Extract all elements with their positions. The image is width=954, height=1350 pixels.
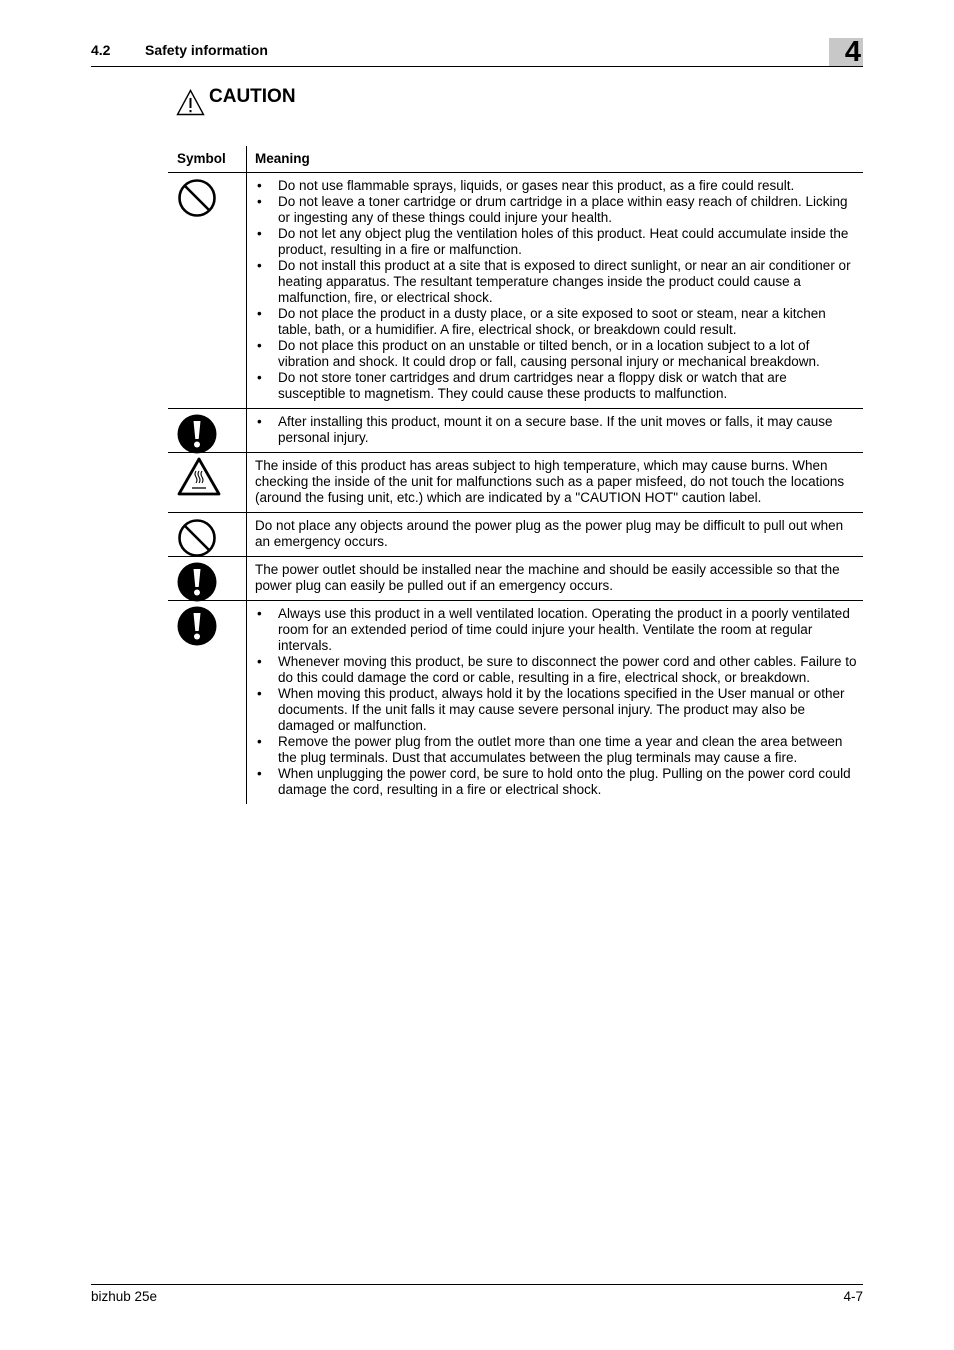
table-row (168, 453, 863, 513)
list-item: • Do not place this product on an unstable or tilted bench, or in a location subject to a lot of vibration and shock. It could drop or fall, causing personal injury or mechanical breakdown. (255, 338, 857, 370)
table-row (168, 409, 863, 453)
page-footer (91, 1284, 863, 1304)
table-header (168, 146, 863, 173)
list-item: • Do not use flammable sprays, liquids, or gases near this product, as a fire could result. (255, 178, 857, 194)
chapter-tab (829, 38, 863, 66)
symbol-cell (168, 601, 246, 804)
model-name: bizhub 25e (91, 1289, 158, 1304)
safety-table (168, 146, 863, 804)
meaning-cell (246, 173, 863, 408)
table-row (168, 557, 863, 601)
list-item: • Do not let any object plug the ventilation holes of this product. Heat could accumulate inside the product, resulting in a fire or malfunction. (255, 226, 857, 258)
section-title: Safety information (145, 42, 268, 58)
list-item: • When unplugging the power cord, be sure to hold onto the plug. Pulling on the power cord could damage the cord, resulting in a fire or electrical shock. (255, 766, 857, 798)
list-item: • Remove the power plug from the outlet more than one time a year and clean the area between the plug terminals. Dust that accumulates between the plug terminals may cause a fire. (255, 734, 857, 766)
meaning-cell (246, 557, 863, 600)
mandatory-action-icon (177, 606, 217, 646)
page-header (91, 38, 863, 67)
list-item: • Whenever moving this product, be sure to disconnect the power cord and other cables. Failure to do this could damage the cord or cable, resulting in a fire, electrical shock, or breakdown. (255, 654, 857, 686)
list-item: • Do not leave a toner cartridge or drum cartridge in a place within easy reach of children. Licking or ingesting any of these things could injure your health. (255, 194, 857, 226)
page-number: 4-7 (843, 1289, 863, 1304)
meaning-cell (246, 409, 863, 452)
symbol-cell (168, 409, 246, 452)
header-meaning: Meaning (255, 151, 310, 166)
meaning-cell (246, 453, 863, 512)
symbol-cell (168, 513, 246, 556)
mandatory-action-icon (177, 562, 217, 602)
table-row (168, 601, 863, 804)
warning-triangle-icon (176, 89, 205, 116)
meaning-cell (246, 601, 863, 804)
list-item: • Always use this product in a well ventilated location. Operating the product in a poorly ventilated room for an extended period of time could injure your health. Ventilate the room at regular intervals. (255, 606, 857, 654)
meaning-text: Do not place any objects around the power plug as the power plug may be difficult to pull out when an emergency occurs. (255, 518, 844, 549)
caution-label: CAUTION (209, 86, 296, 107)
table-row (168, 513, 863, 557)
list-item: • Do not store toner cartridges and drum cartridges near a floppy disk or watch that are susceptible to magnetism. They could cause these products to malfunction. (255, 370, 857, 402)
meaning-text: The power outlet should be installed near the machine and should be easily accessible so that the power plug can easily be pulled out if an emergency occurs. (255, 562, 840, 593)
mandatory-action-icon (177, 414, 217, 454)
chapter-number: 4 (844, 36, 861, 68)
list-item: • Do not install this product at a site that is exposed to direct sunlight, or near an air conditioner or heating apparatus. The resultant temperature changes inside the product could cause a malfunction, fire, or electrical shock. (255, 258, 857, 306)
symbol-cell (168, 557, 246, 600)
meaning-text: The inside of this product has areas subject to high temperature, which may cause burns. When checking the inside of the unit for malfunctions such as a paper misfeed, do not touch the locations (around the fusing unit, etc.) which are indicated by a "CAUTION HOT" caution label. (255, 458, 845, 505)
hot-surface-icon (177, 457, 221, 497)
list-item: • Do not place the product in a dusty place, or a site exposed to soot or steam, near a kitchen table, bath, or a humidifier. A fire, electrical shock, or breakdown could result. (255, 306, 857, 338)
meaning-cell (246, 513, 863, 556)
symbol-cell (168, 453, 246, 512)
list-item: • After installing this product, mount it on a secure base. If the unit moves or falls, it may cause personal injury. (255, 414, 857, 446)
header-symbol: Symbol (177, 151, 226, 166)
list-item: • When moving this product, always hold it by the locations specified in the User manual or other documents. If the unit falls it may cause severe personal injury. The product may also be damaged or malfunction. (255, 686, 857, 734)
prohibition-icon (177, 178, 217, 218)
symbol-cell (168, 173, 246, 408)
table-row (168, 173, 863, 409)
section-number: 4.2 (91, 42, 111, 58)
prohibition-icon (177, 518, 217, 558)
